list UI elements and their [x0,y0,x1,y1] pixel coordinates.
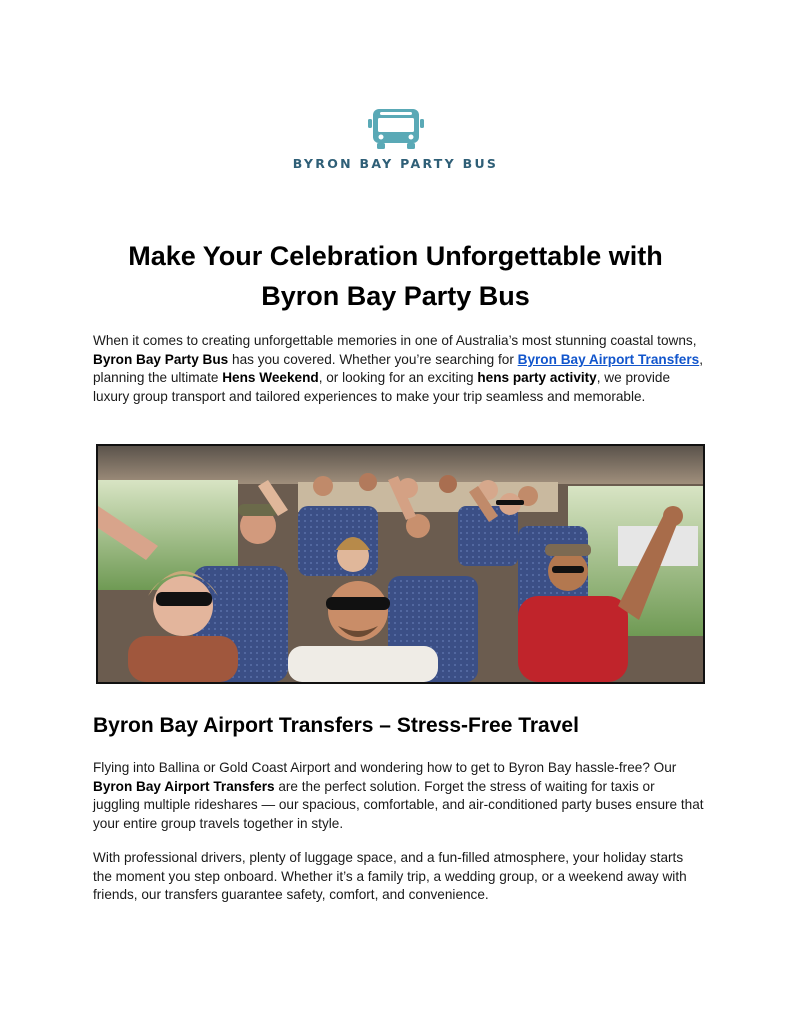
airport-transfers-link[interactable]: Byron Bay Airport Transfers [517,351,700,367]
intro-paragraph [93,332,705,407]
brand-logo [0,108,791,171]
transfers-text-2: are the perfect solution. Forget the stress of waiting for taxis or juggling multiple rideshares — our spacious, comfortable, and air-conditioned party buses ensure that your entire group travels together in style. [93,778,704,832]
intro-bold-hens-weekend: Hens Weekend [222,370,319,386]
intro-bold-hens-activity: hens party activity [477,370,597,386]
intro-text-5: , we provide luxury group transport and tailored experiences to make your trip seamless and memorable. [93,370,671,405]
page-title [0,236,791,316]
intro-text-1: When it comes to creating unforgettable memories in one of Australia’s most stunning coastal towns, [93,333,697,348]
brand-name: BYRON BAY PARTY BUS [292,156,499,171]
section-heading: Byron Bay Airport Transfers – Stress-Free Travel [93,714,579,737]
intro-bold-brand: Byron Bay Party Bus [93,351,229,367]
intro-text-2: has you covered. Whether you’re searching for [228,351,518,367]
page-title-line-1: Make Your Celebration Unforgettable with [128,241,663,271]
intro-text-4: , or looking for an exciting [318,370,478,386]
page-title-line-2: Byron Bay Party Bus [261,281,530,311]
group-photo-illustration [98,446,703,682]
intro-text-3: , planning the ultimate [93,351,703,386]
transfers-bold-service: Byron Bay Airport Transfers [93,778,275,794]
airport-transfers-paragraph [93,759,705,834]
drivers-paragraph: With professional drivers, plenty of luggage space, and a fun-filled atmosphere, your holiday starts the moment you step onboard. Whether it’s a family trip, a wedding group, or a weekend away with friends, our transfers guarantee safety, comfort, and convenience. [93,850,687,903]
group-photo [96,444,705,684]
transfers-text-1: Flying into Ballina or Gold Coast Airport and wondering how to get to Byron Bay hassle-free? Our [93,760,677,775]
bus-icon [366,108,426,150]
